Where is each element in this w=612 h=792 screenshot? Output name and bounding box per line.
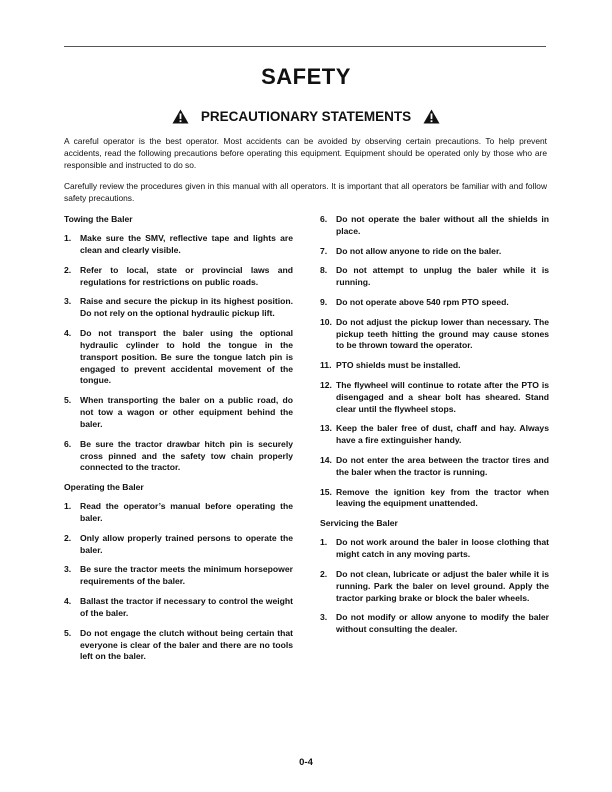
warning-triangle-icon bbox=[172, 109, 189, 124]
operating-list-continued bbox=[320, 214, 549, 510]
list-item: 3. Do not modify or allow anyone to modify the baler without consulting the dealer. bbox=[320, 612, 549, 635]
page-title: SAFETY bbox=[261, 64, 351, 89]
subtitle-text: PRECAUTIONARY STATEMENTS bbox=[200, 109, 412, 124]
list-item: 7. Do not allow anyone to ride on the baler. bbox=[320, 245, 502, 256]
section-heading-operating: Operating the Baler bbox=[64, 482, 144, 493]
list-item: 5. When transporting the baler on a public road, do not tow a wagon or other equipment behind the baler. bbox=[64, 395, 293, 429]
list-item: 1. Do not work around the baler in loose clothing that might catch in any moving parts. bbox=[320, 537, 549, 560]
servicing-list bbox=[320, 537, 549, 636]
list-item: 2. Refer to local, state or provincial laws and regulations for restrictions on public roads. bbox=[64, 264, 293, 287]
list-item: 4. Ballast the tractor if necessary to control the weight of the baler. bbox=[64, 596, 293, 618]
right-column bbox=[320, 214, 549, 644]
intro-paragraph: A careful operator is the best operator. Most accidents can be avoided by observing certain precautions. To help prevent accidents, read the following precautions before operating this equipment. Equipment should be operated only by those who are responsible and instructed to do so. bbox=[64, 136, 547, 170]
list-item: 4. Do not transport the baler using the optional hydraulic cylinder to hold the tongue in the transport position. Be sure the tongue latch pin is engaged to prevent accidental movement of the tongue. bbox=[64, 327, 293, 386]
intro-paragraph: Carefully review the procedures given in this manual with all operators. It is important that all operators be familiar with and follow safety precautions. bbox=[64, 181, 547, 203]
list-item: 3. Be sure the tractor meets the minimum horsepower requirements of the baler. bbox=[64, 564, 293, 587]
list-item: 2. Do not clean, lubricate or adjust the baler while it is running. Park the baler on level ground. Apply the tractor parking brake or block the baler wheels. bbox=[320, 568, 549, 603]
list-item: 14. Do not enter the area between the tractor tires and the baler when the tractor is running. bbox=[320, 454, 549, 477]
list-item: 1. Read the operator’s manual before operating the baler. bbox=[64, 501, 293, 524]
list-item: 6. Be sure the tractor drawbar hitch pin is securely cross pinned and the safety tow chain properly connected to the tractor. bbox=[64, 438, 293, 473]
list-item: 2. Only allow properly trained persons to operate the baler. bbox=[64, 532, 293, 555]
operating-list bbox=[64, 501, 293, 663]
list-item: 5. Do not engage the clutch without being certain that everyone is clear of the baler and there are no tools left on the baler. bbox=[64, 627, 293, 662]
header-rule bbox=[64, 46, 546, 47]
list-item: 6. Do not operate the baler without all the shields in place. bbox=[320, 214, 549, 236]
section-heading-servicing: Servicing the Baler bbox=[320, 518, 398, 529]
list-item: 9. Do not operate above 540 rpm PTO speed. bbox=[320, 296, 509, 307]
towing-list bbox=[64, 233, 293, 474]
list-item: 3. Raise and secure the pickup in its highest position. Do not rely on the optional hydraulic pickup lift. bbox=[64, 296, 293, 319]
section-subtitle bbox=[0, 109, 612, 124]
left-column bbox=[64, 214, 293, 671]
list-item: 13. Keep the baler free of dust, chaff and hay. Always have a fire extinguisher handy. bbox=[320, 423, 549, 446]
list-item: 1. Make sure the SMV, reflective tape and lights are clean and clearly visible. bbox=[64, 233, 293, 255]
list-item: 8. Do not attempt to unplug the baler while it is running. bbox=[320, 265, 549, 288]
page-number: 0-4 bbox=[299, 757, 313, 768]
section-heading-towing: Towing the Baler bbox=[64, 214, 133, 224]
list-item: 11. PTO shields must be installed. bbox=[320, 360, 461, 371]
warning-triangle-icon bbox=[423, 109, 440, 124]
list-item: 10. Do not adjust the pickup lower than necessary. The pickup teeth hitting the ground may cause stones to be thrown toward the operator. bbox=[320, 316, 549, 351]
list-item: 12. The flywheel will continue to rotate after the PTO is disengaged and a shear bolt has sheared. Stand clear until the flywheel stops. bbox=[320, 379, 549, 414]
list-item: 15. Remove the ignition key from the tractor when leaving the equipment unattended. bbox=[320, 486, 549, 509]
